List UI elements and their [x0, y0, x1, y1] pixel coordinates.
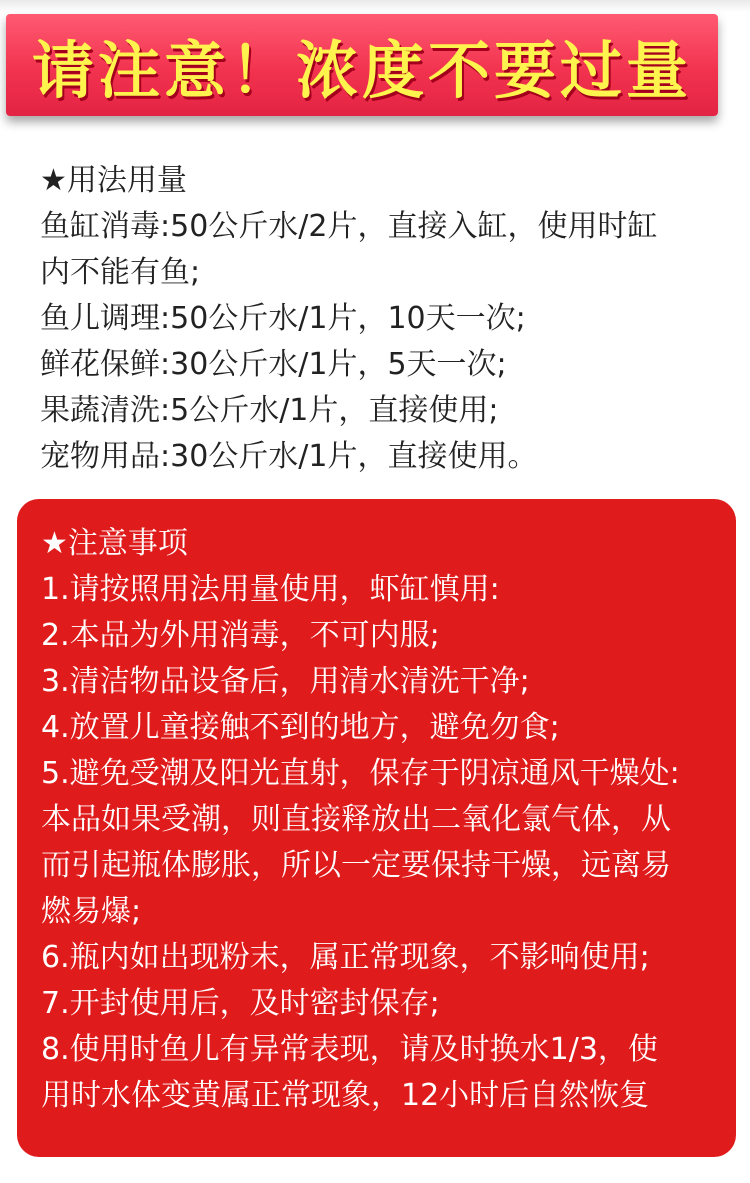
notice-line: 6.瓶内如出现粉末，属正常现象，不影响使用; [41, 940, 650, 975]
usage-line: 鱼儿调理:50公斤水/1片，10天一次; [40, 301, 526, 336]
notice-panel [17, 499, 736, 1157]
notice-line: 4.放置儿童接触不到的地方，避免勿食; [41, 710, 560, 745]
notice-line: 3.清洁物品设备后，用清水清洗干净; [41, 664, 530, 699]
usage-line: 果蔬清洗:5公斤水/1片，直接使用; [40, 393, 499, 428]
banner-title: 请注意！浓度不要过量 [31, 33, 692, 107]
notice-line: 5.避免受潮及阳光直射，保存于阴凉通风干燥处: [41, 756, 680, 791]
notice-line: 8.使用时鱼儿有异常表现，请及时换水1/3，使 [41, 1032, 658, 1067]
usage-line: 宠物用品:30公斤水/1片，直接使用。 [40, 439, 538, 474]
notice-line: 2.本品为外用消毒，不可内服; [41, 618, 440, 653]
notice-line: 7.开封使用后，及时密封保存; [41, 986, 440, 1021]
usage-line: 鲜花保鲜:30公斤水/1片，5天一次; [40, 347, 507, 382]
usage-line: 内不能有鱼; [40, 255, 201, 290]
warning-banner [6, 14, 718, 116]
notice-line: 燃易爆; [41, 894, 142, 929]
top-edge-decoration [0, 0, 750, 12]
usage-section [40, 158, 720, 480]
usage-heading: ★用法用量 [40, 163, 187, 198]
notice-line: 1.请按照用法用量使用，虾缸慎用: [41, 572, 500, 607]
notice-line: 而引起瓶体膨胀，所以一定要保持干燥，远离易 [41, 848, 671, 883]
usage-line: 鱼缸消毒:50公斤水/2片，直接入缸，使用时缸 [40, 209, 658, 244]
notice-heading: ★注意事项 [41, 526, 188, 561]
notice-line: 本品如果受潮，则直接释放出二氧化氯气体，从 [41, 802, 671, 837]
notice-line: 用时水体变黄属正常现象，12小时后自然恢复 [41, 1078, 650, 1113]
